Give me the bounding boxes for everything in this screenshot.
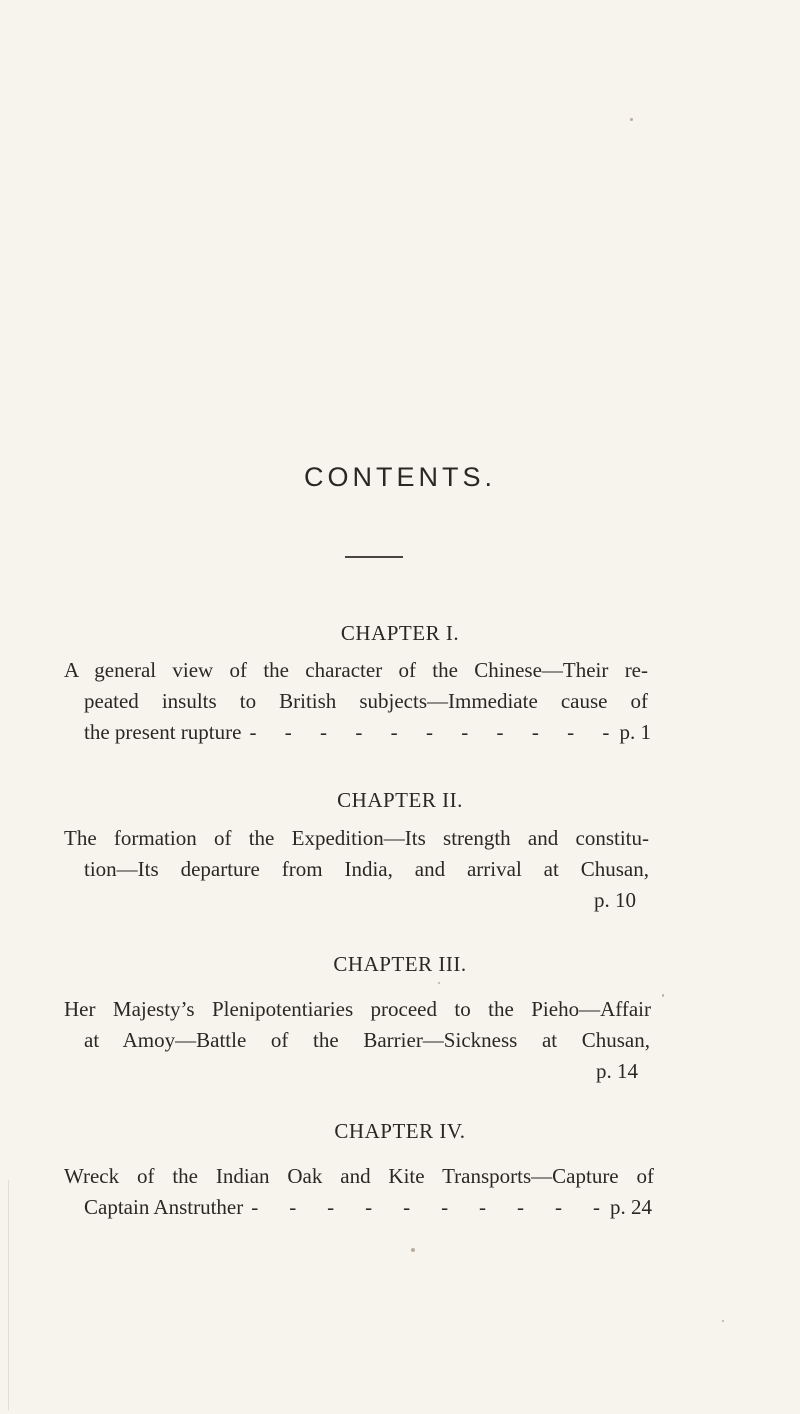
page-edge-shadow <box>8 1180 9 1410</box>
dot-leader: - - - - - - - - - - - <box>249 720 610 744</box>
chapter-1-line-2: peated insults to British subjects—Immediate cause of <box>84 689 648 713</box>
chapter-2-line-2: tion—Its departure from India, and arrival at Chusan, <box>84 857 649 881</box>
dot-leader: - - - - - - - - - - <box>251 1195 600 1219</box>
paper-speck <box>630 118 633 121</box>
chapter-4-last-line: Captain Anstruther <box>84 1195 244 1219</box>
chapter-3-line-1: Her Majesty’s Plenipotentiaries proceed to the Pieho—Affair <box>64 997 651 1021</box>
chapter-3-heading: CHAPTER III. <box>333 952 467 976</box>
chapter-1-page-ref: p. 1 <box>619 720 651 744</box>
chapter-3-page-ref: p. 14 <box>596 1059 638 1083</box>
chapter-1-line-1: A general view of the character of the Chinese—Their re- <box>64 658 648 682</box>
paper-speck <box>662 994 664 997</box>
chapter-2-line-1: The formation of the Expedition—Its strength and constitu- <box>64 826 649 850</box>
chapter-2-page-ref: p. 10 <box>594 888 636 912</box>
chapter-1-last-line: the present rupture <box>84 720 242 744</box>
chapter-1-heading: CHAPTER I. <box>340 621 460 645</box>
paper-speck <box>438 982 440 984</box>
chapter-1-line-3 <box>84 720 651 745</box>
chapter-3-line-2: at Amoy—Battle of the Barrier—Sickness at Chusan, <box>84 1028 650 1052</box>
chapter-4-heading: CHAPTER IV. <box>334 1119 466 1143</box>
chapter-4-line-1: Wreck of the Indian Oak and Kite Transports—Capture of <box>64 1164 654 1188</box>
chapter-2-heading: CHAPTER II. <box>337 788 463 812</box>
title-rule <box>345 556 403 558</box>
chapter-4-page-ref: p. 24 <box>610 1195 652 1219</box>
page-title: CONTENTS. <box>303 462 496 492</box>
paper-speck <box>722 1320 724 1322</box>
paper-speck <box>411 1248 415 1252</box>
chapter-4-line-2 <box>84 1195 652 1220</box>
